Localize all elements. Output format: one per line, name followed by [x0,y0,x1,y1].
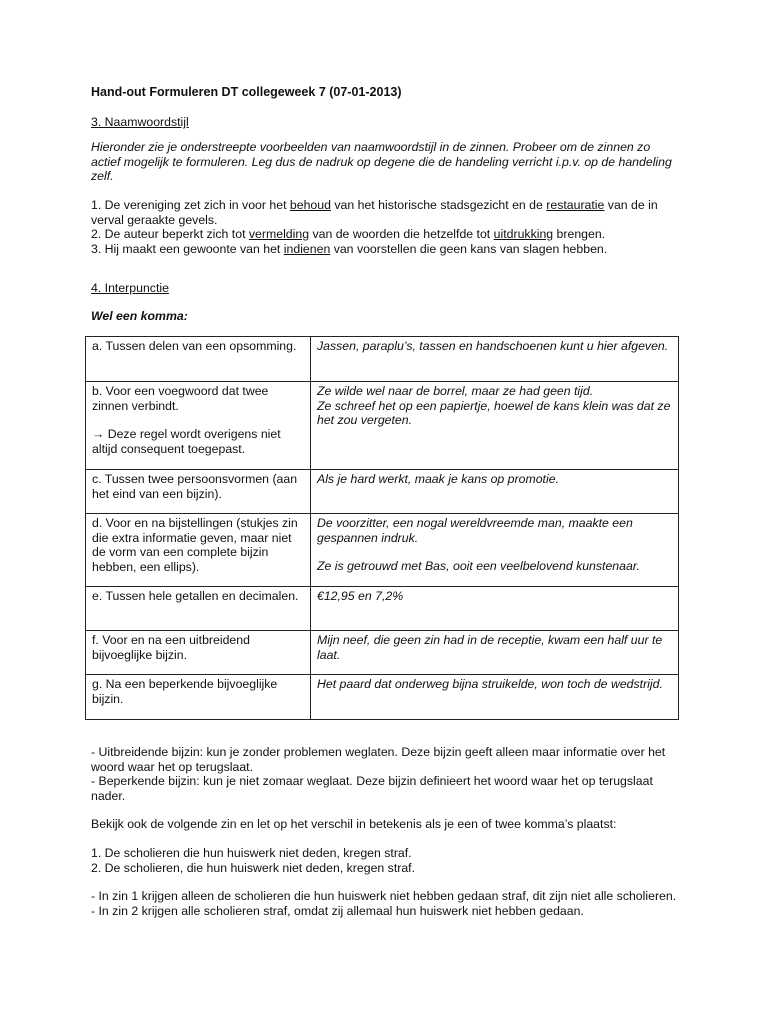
explanation-block [91,745,683,918]
example-cell: Als je hard werkt, maak je kans op promotie. [311,470,679,514]
paragraph: - Uitbreidende bijzin: kun je zonder problemen weglaten. Deze bijzin geeft alleen maar informatie over het woord waar het op terugslaat. [91,745,666,774]
rule-note: → Deze regel wordt overigens niet altijd consequent toegepast. [92,427,281,456]
paragraph: - In zin 1 krijgen alleen de scholieren die hun huiswerk niet hebben gedaan straf, dit zijn niet alle scholieren. [91,889,677,904]
rule-cell: e. Tussen hele getallen en decimalen. [86,587,311,631]
underlined-word: vermelding [248,227,310,242]
paragraph: - Beperkende bijzin: kun je niet zomaar weglaat. Deze bijzin definieert het woord waar het op terugslaat nader. [91,774,653,803]
section-4-heading: 4. Interpunctie [91,281,169,295]
table-row [86,675,679,720]
section-4-subheading: Wel een komma: [91,309,188,323]
example-cell: De voorzitter, een nogal wereldvreemde man, maakte een gespannen indruk. Ze is getrouwd met Bas, ooit een veelbelovend kunstenaar. [311,514,679,587]
paragraph: 2. De scholieren, die hun huiswerk niet deden, kregen straf. [91,860,416,875]
example-sentence-2: 2. De auteur beperkt zich tot vermelding van de woorden die hetzelfde tot uitdrukking brengen. [91,227,606,242]
paragraph: - In zin 2 krijgen alle scholieren straf, omdat zij allemaal hun huiswerk niet hebben gedaan. [91,903,584,918]
document-title: Hand-out Formuleren DT collegeweek 7 (07-01-2013) [91,85,402,99]
table-row [86,470,679,514]
section-3-intro: Hieronder zie je onderstreepte voorbeelden van naamwoordstijl in de zinnen. Probeer om de zinnen zo actief mogelijk te formuleren. Leg dus de nadruk op degene die de handeling verricht i.p.v. op de handeling zelf. [91,140,672,184]
example-sentence-3: 3. Hij maakt een gewoonte van het indienen van voorstellen die geen kans van slagen hebben. [91,241,608,256]
underlined-word: uitdrukking [493,227,554,242]
paragraph: 1. De scholieren die hun huiswerk niet deden, kregen straf. [91,845,412,860]
example-sentences [91,198,683,256]
example-cell: Jassen, paraplu’s, tassen en handschoenen kunt u hier afgeven. [311,337,679,382]
table-row [86,337,679,382]
section-3-heading: 3. Naamwoordstijl [91,115,189,129]
rule-cell: a. Tussen delen van een opsomming. [86,337,311,382]
rule-cell: c. Tussen twee persoonsvormen (aan het eind van een bijzin). [86,470,311,514]
underlined-word: restauratie [546,198,605,212]
example-cell: Mijn neef, die geen zin had in de receptie, kwam een half uur te laat. [311,631,679,675]
rule-cell: g. Na een beperkende bijvoeglijke bijzin. [86,675,311,720]
table-row [86,514,679,587]
rule-cell: f. Voor en na een uitbreidend bijvoeglijke bijzin. [86,631,311,675]
rule-cell: d. Voor en na bijstellingen (stukjes zin die extra informatie geven, maar niet de vorm van een complete bijzin hebben, een ellips). [86,514,311,587]
table-row [86,631,679,675]
rule-cell: b. Voor een voegwoord dat twee zinnen verbindt. → Deze regel wordt overigens niet altijd consequent toegepast. [86,382,311,470]
table-row [86,382,679,470]
underlined-word: indienen [283,241,331,256]
underlined-word: behoud [289,198,331,212]
example-cell: Ze wilde wel naar de borrel, maar ze had geen tijd. Ze schreef het op een papiertje, hoewel de kans klein was dat ze het zou vergeten. [311,382,679,470]
paragraph: Bekijk ook de volgende zin en let op het verschil in betekenis als je een of twee komma’s plaatst: [91,817,617,832]
comma-rules-table [85,336,679,720]
example-cell: Het paard dat onderweg bijna struikelde, won toch de wedstrijd. [311,675,679,720]
example-sentence-1: 1. De vereniging zet zich in voor het behoud van het historische stadsgezicht en de restauratie van de in verval geraakte gevels. [91,198,658,227]
table-row [86,587,679,631]
example-cell: €12,95 en 7,2% [311,587,679,631]
